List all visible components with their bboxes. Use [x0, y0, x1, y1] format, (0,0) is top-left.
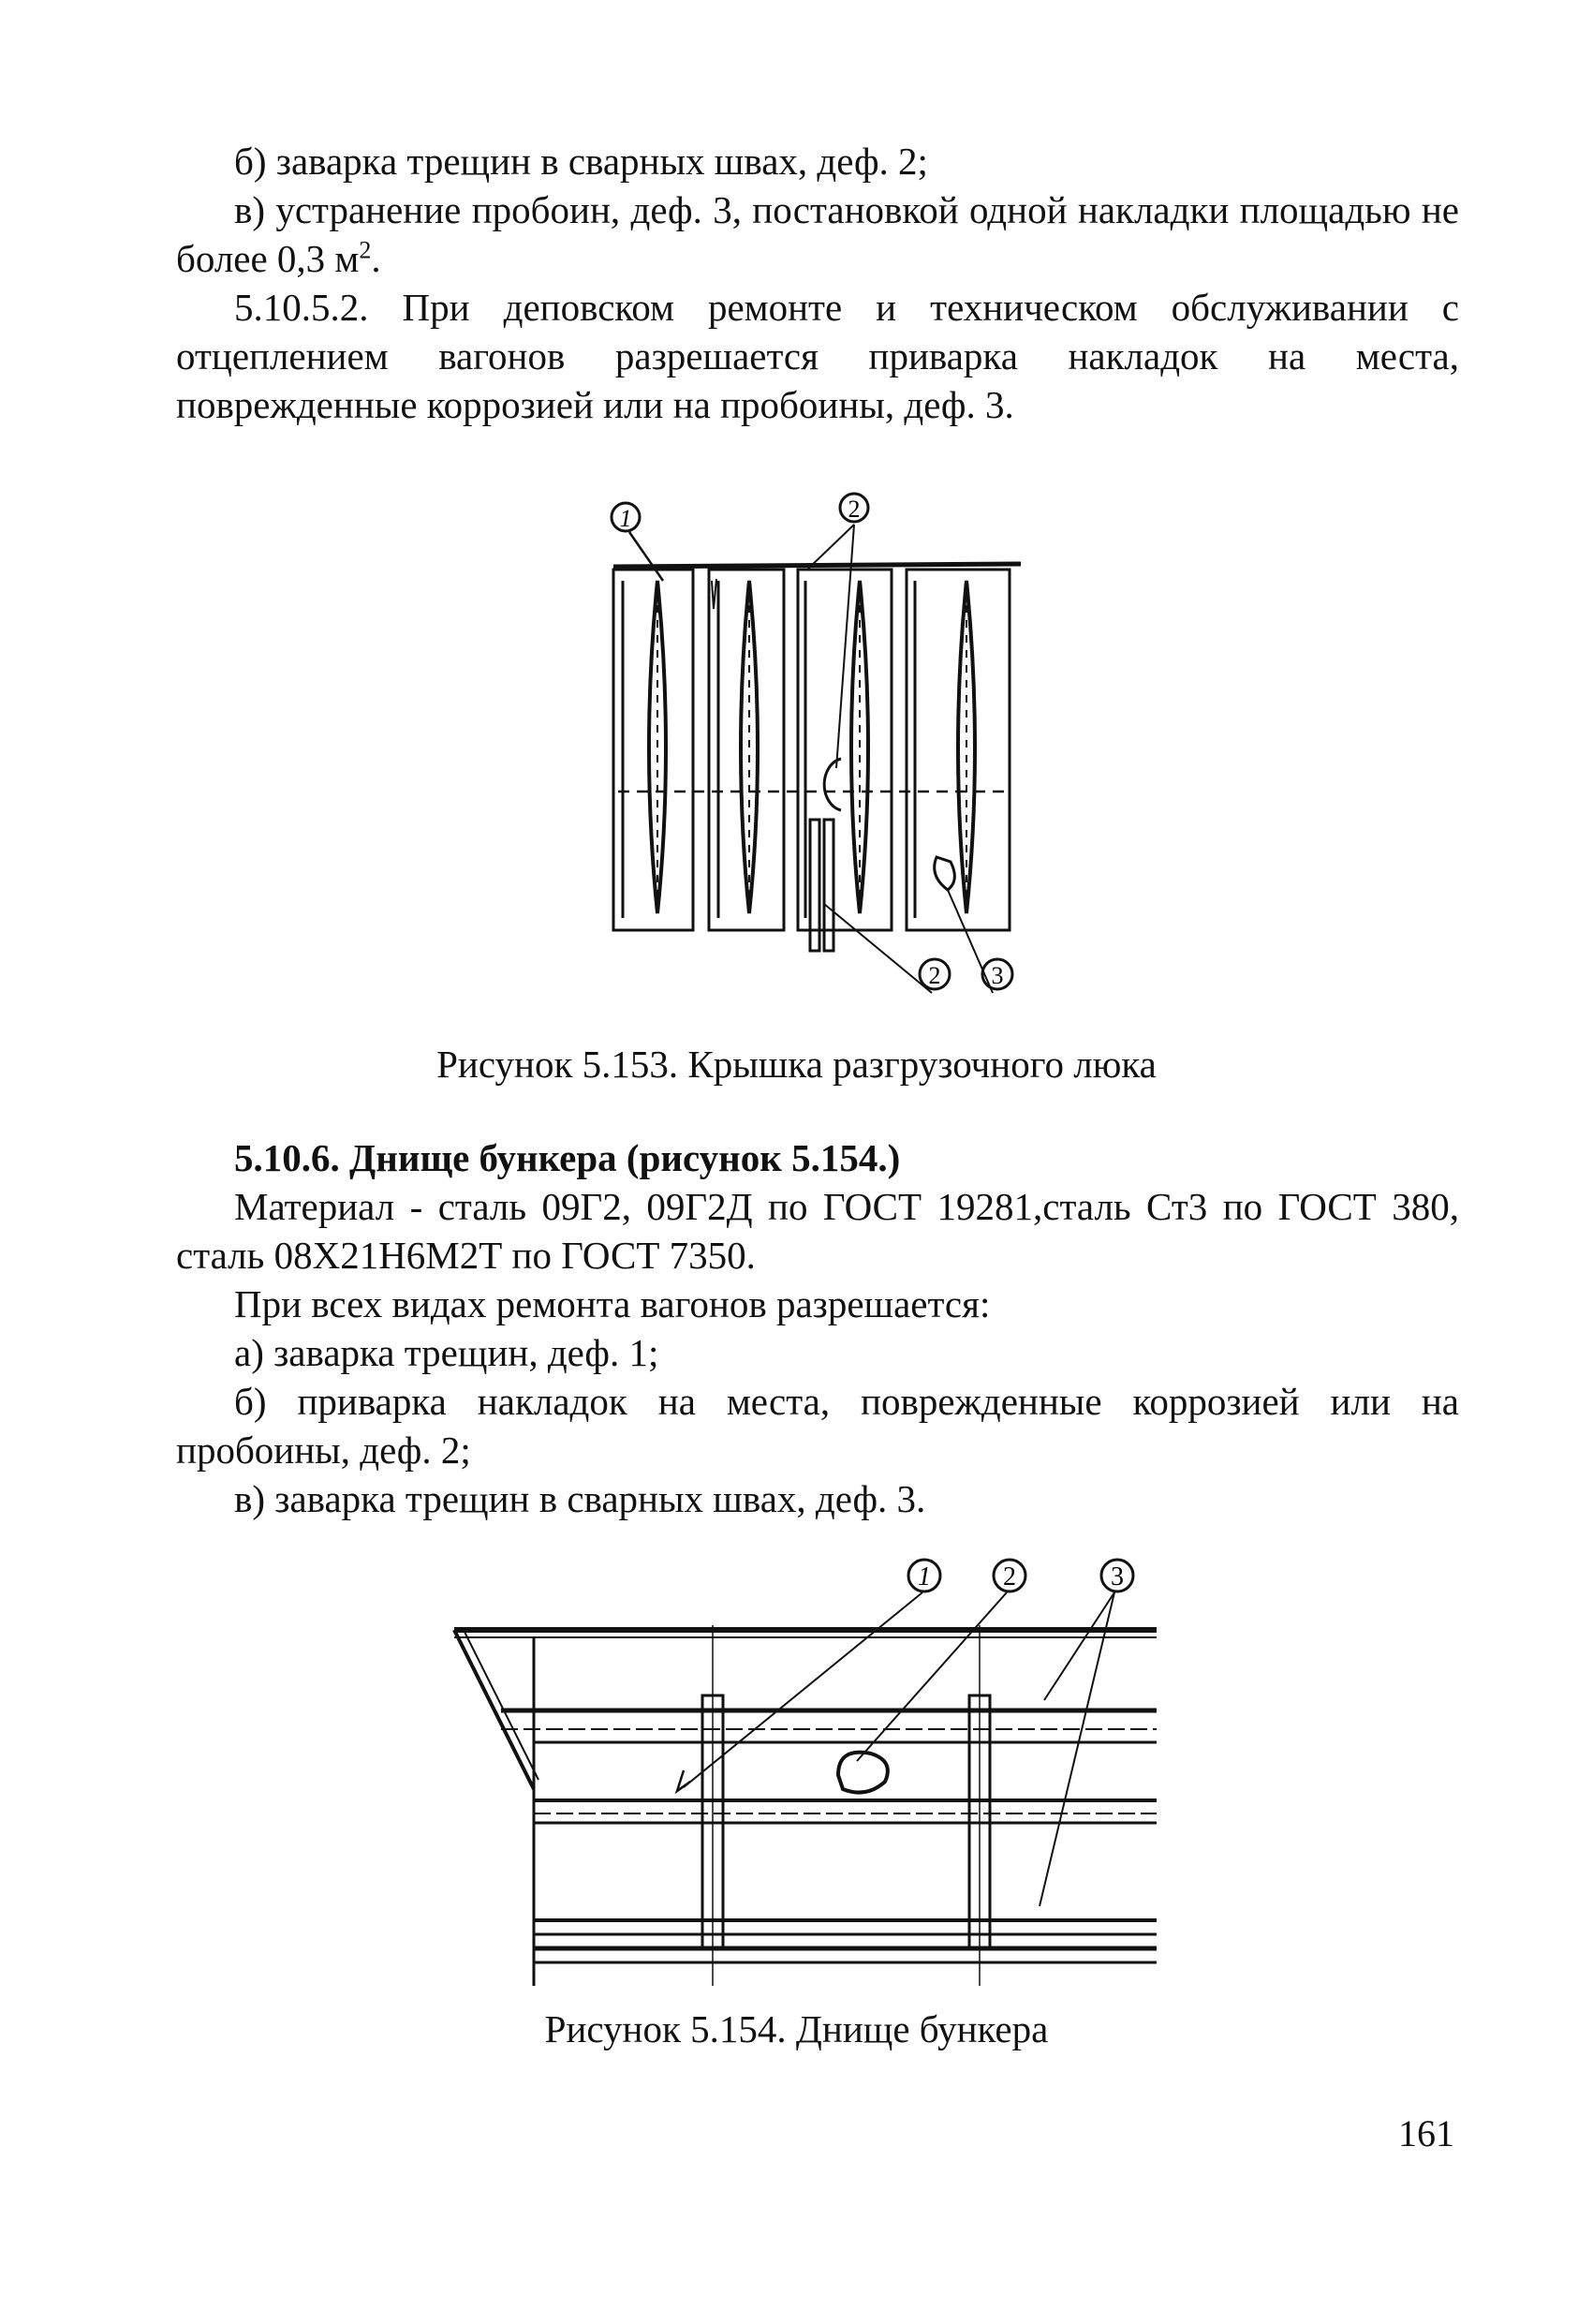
figure-153-hatch-cover: [599, 487, 1049, 993]
figure-154-hopper-bottom: [445, 1536, 1166, 1995]
svg-text:1: 1: [619, 505, 632, 532]
section-heading: 5.10.6. Днище бункера (рисунок 5.154.): [234, 1136, 901, 1179]
paragraph-5-10-5-2: 5.10.5.2. При деповском ремонте и техническом обслуживании с отцеплением вагонов разрешается приварка накладок на места, поврежденные коррозией или на пробоины, деф. 3.: [176, 286, 1459, 426]
item-v-end: .: [371, 237, 381, 280]
svg-text:2: 2: [928, 962, 941, 989]
figure-154-caption: Рисунок 5.154. Днище бункера: [544, 2007, 1049, 2050]
item-b-weld-cracks: б) заварка трещин в сварных швах, деф. 2;: [234, 140, 928, 183]
callout-1: [908, 1560, 940, 1591]
callout-3: [1101, 1560, 1133, 1591]
item-b-patches: б) приварка накладок на места, поврежденные коррозией или на пробоины, деф. 2;: [176, 1380, 1459, 1472]
svg-text:3: 3: [991, 962, 1004, 989]
item-v-text: в) устранение пробоин, деф. 3, постановкой одной накладки площадью не более 0,3 м: [176, 188, 1459, 280]
item-v-holes: [176, 185, 1459, 283]
section-5-10-5-text: [176, 137, 1459, 429]
callout-2-bottom: [920, 959, 950, 989]
callout-2: [994, 1560, 1025, 1591]
svg-text:3: 3: [1111, 1562, 1124, 1591]
figure-153-caption: Рисунок 5.153. Крышка разгрузочного люка: [436, 1043, 1157, 1086]
superscript-2: 2: [359, 236, 372, 264]
callout-2-top: [840, 494, 868, 523]
callout-3: [982, 959, 1012, 989]
page-number: 161: [1398, 2112, 1454, 2154]
svg-text:2: 2: [848, 496, 861, 523]
section-5-10-6-text: [176, 1133, 1459, 1523]
material-paragraph: Материал - сталь 09Г2, 09Г2Д по ГОСТ 19281,сталь Ст3 по ГОСТ 380, сталь 08Х21Н6М2Т по ГОСТ 7350.: [176, 1185, 1459, 1277]
svg-text:1: 1: [918, 1562, 931, 1591]
item-a-cracks: а) заварка трещин, деф. 1;: [234, 1331, 659, 1374]
allowed-repairs: При всех видах ремонта вагонов разрешается:: [234, 1282, 991, 1325]
svg-text:2: 2: [1003, 1562, 1016, 1591]
callout-1: [612, 503, 640, 532]
item-v-seam-cracks: в) заварка трещин в сварных швах, деф. 3.: [234, 1477, 926, 1520]
